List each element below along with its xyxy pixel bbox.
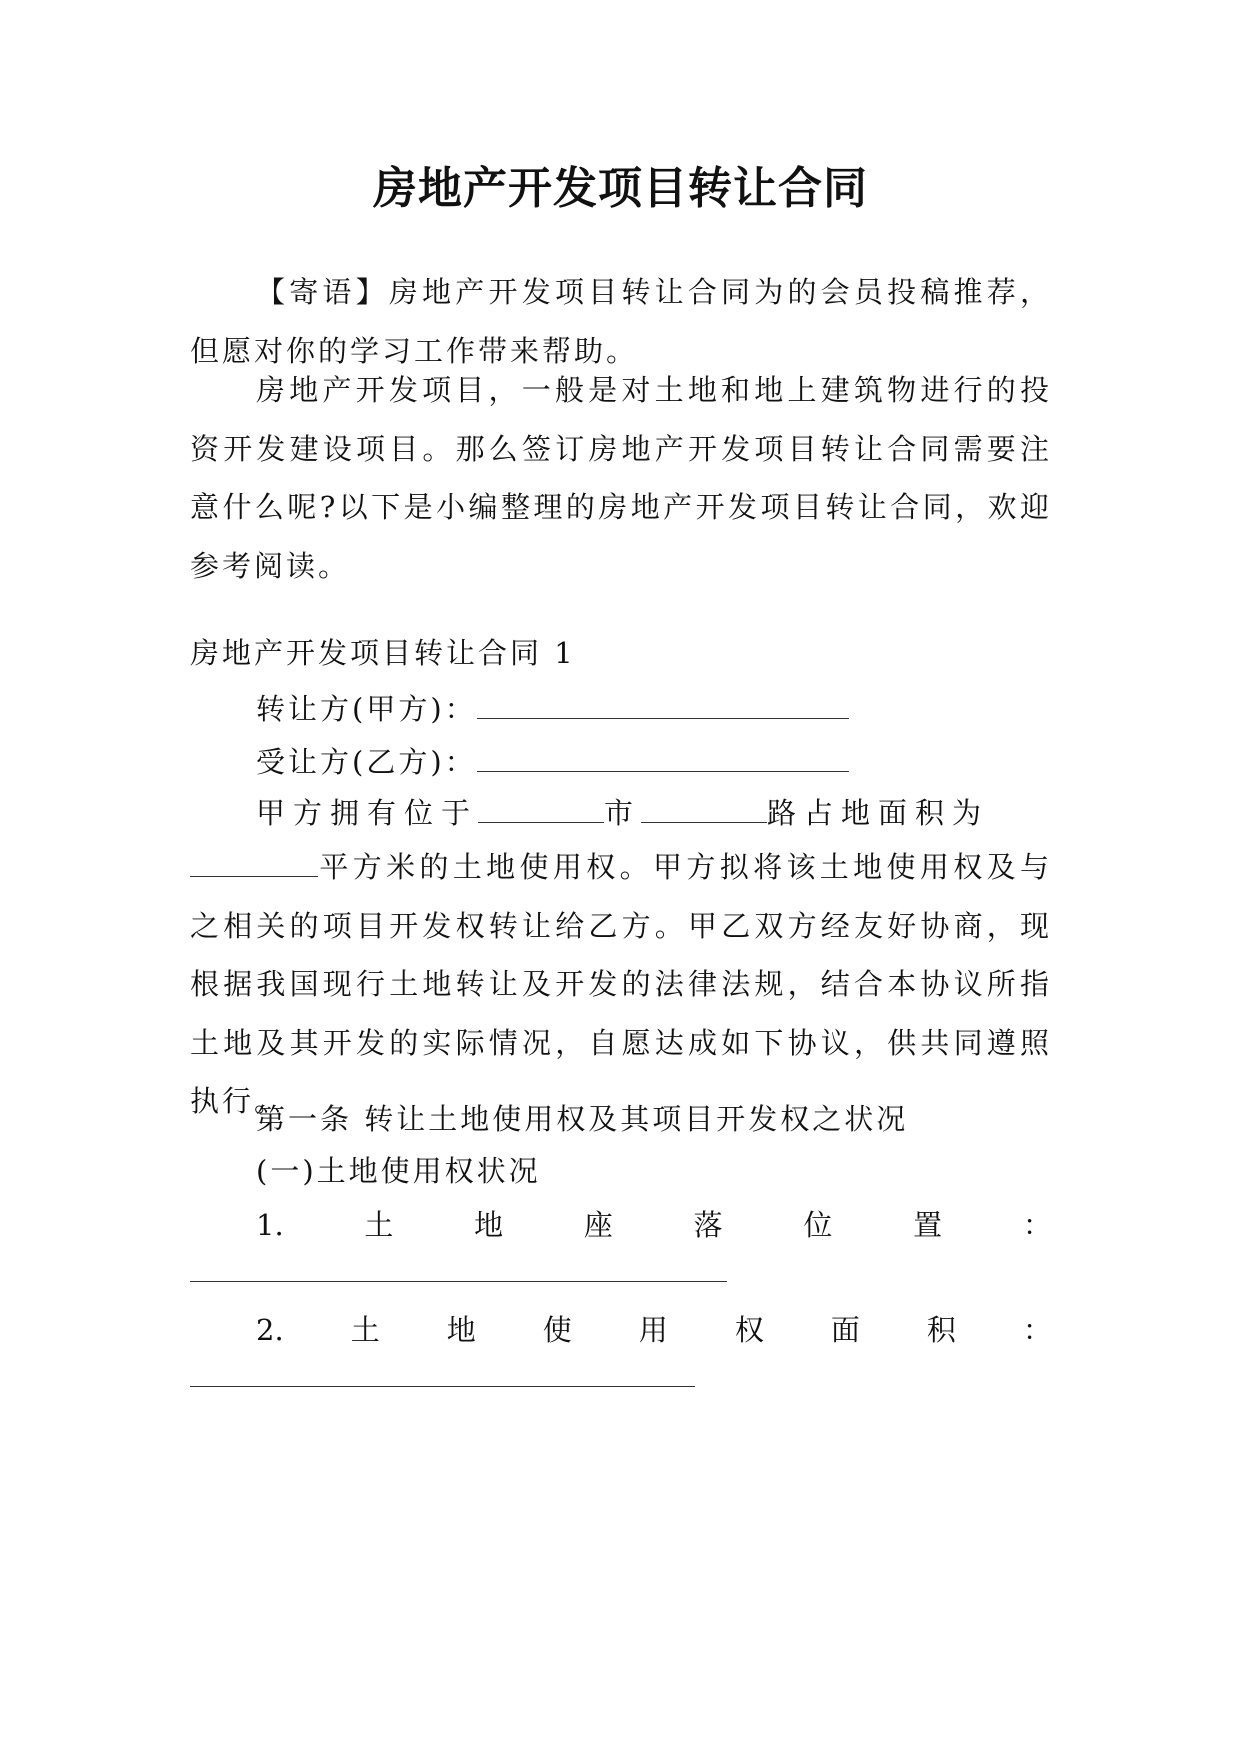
transferee-row xyxy=(256,733,1118,792)
clause-text-2: 市 xyxy=(604,796,642,830)
road-blank[interactable] xyxy=(641,797,767,823)
clause-text-4: 平方米的土地使用权。甲方拟将该土地使用权及与之相关的项目开发权转让给乙方。甲乙双方经友好协商，现根据我国现行土地转让及开发的法律法规，结合本协议所指土地及其开发的实际情况，自愿达成如下协议，供共同遵照执行。 xyxy=(190,850,1052,1118)
intro-paragraph-2: 房地产开发项目，一般是对土地和地上建筑物进行的投资开发建设项目。那么签订房地产开发项目转让合同需要注意什么呢?以下是小编整理的房地产开发项目转让合同，欢迎参考阅读。 xyxy=(190,373,1052,583)
item-2-char: 用 xyxy=(638,1313,668,1347)
item-1-char: 置 xyxy=(913,1208,943,1242)
transferor-row xyxy=(256,680,1118,739)
item-1-char: 位 xyxy=(803,1208,833,1242)
transferor-blank[interactable] xyxy=(477,693,849,719)
item-1-char: 地 xyxy=(474,1208,504,1242)
transferor-label: 转让方(甲方)： xyxy=(256,692,477,726)
item-1-land-location xyxy=(256,1196,1052,1255)
land-area-blank[interactable] xyxy=(190,1386,695,1387)
item-1-number: 1. xyxy=(256,1208,284,1242)
item-2-char: 土 xyxy=(350,1313,380,1347)
item-2-char: 地 xyxy=(446,1313,476,1347)
contract-heading: 房地产开发项目转让合同 1 xyxy=(190,636,576,670)
transferee-label: 受让方(乙方)： xyxy=(256,745,477,779)
item-2-number: 2. xyxy=(256,1313,284,1347)
intro-paragraph-1: 【寄语】房地产开发项目转让合同为的会员投稿推荐，但愿对你的学习工作带来帮助。 xyxy=(190,275,1052,368)
item-2-colon: ： xyxy=(1022,1313,1052,1347)
clause-first-line xyxy=(256,784,1118,843)
city-blank[interactable] xyxy=(478,797,604,823)
transferee-blank[interactable] xyxy=(477,746,849,772)
item-2-char: 积 xyxy=(926,1313,956,1347)
item-2-land-area xyxy=(256,1301,1052,1360)
area-blank[interactable] xyxy=(190,851,318,877)
document-title: 房地产开发项目转让合同 xyxy=(373,163,868,214)
article-1-heading: 第一条 转让土地使用权及其项目开发权之状况 xyxy=(256,1102,909,1136)
item-1-colon: ： xyxy=(1022,1208,1052,1242)
clause-body xyxy=(190,838,1052,1131)
land-location-blank[interactable] xyxy=(190,1281,727,1282)
item-2-char: 使 xyxy=(542,1313,572,1347)
clause-text-1: 甲方拥有位于 xyxy=(256,796,479,830)
section-1-heading: (一)土地使用权状况 xyxy=(256,1154,541,1188)
item-2-char: 权 xyxy=(734,1313,764,1347)
item-1-char: 土 xyxy=(364,1208,394,1242)
clause-text-3: 路占地面积为 xyxy=(767,796,990,830)
item-1-char: 落 xyxy=(693,1208,723,1242)
item-2-char: 面 xyxy=(830,1313,860,1347)
item-1-char: 座 xyxy=(583,1208,613,1242)
